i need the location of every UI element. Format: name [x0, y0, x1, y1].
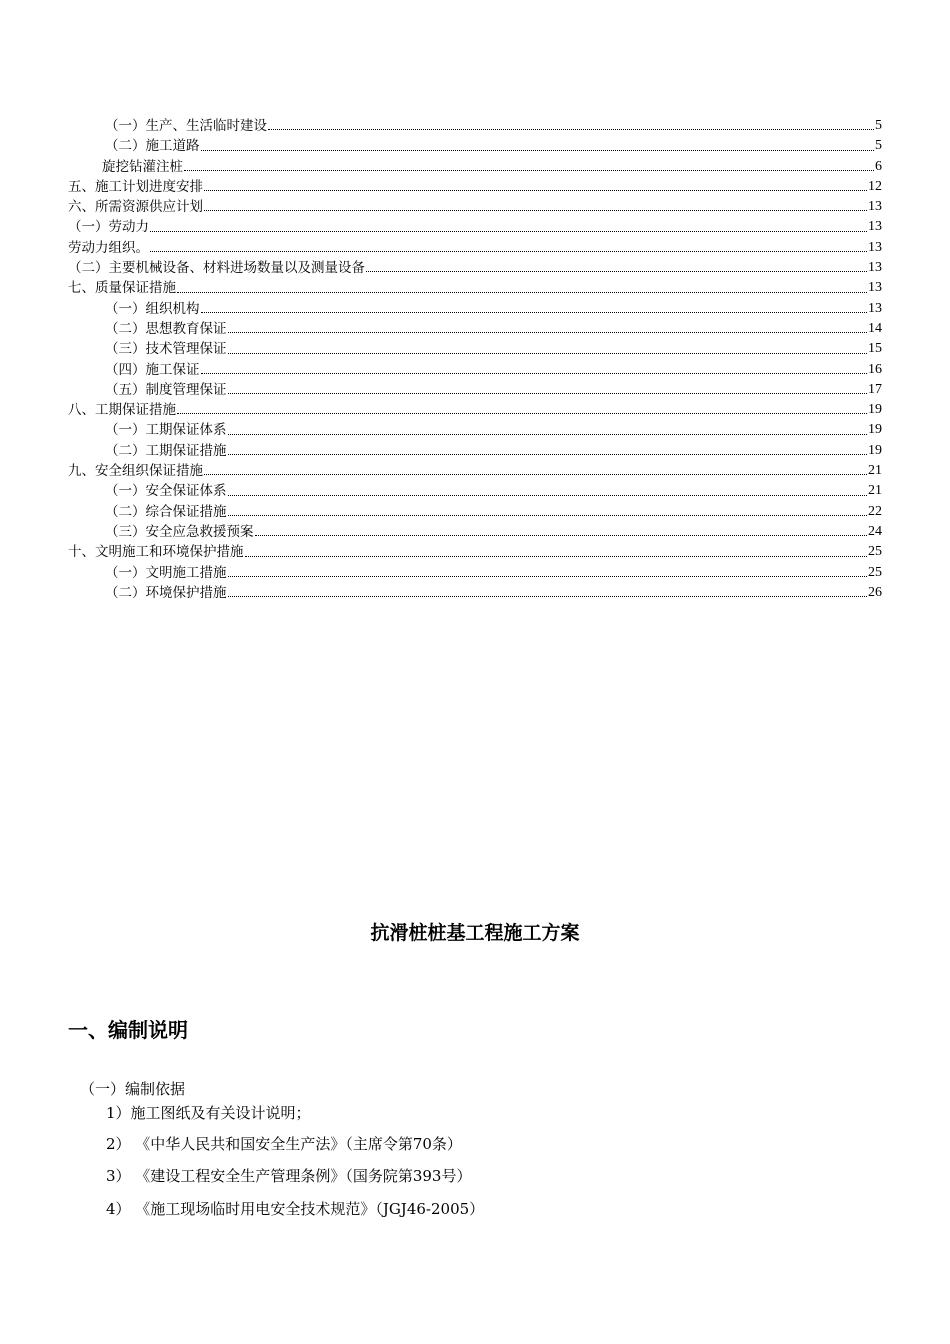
toc-dot-leader [150, 231, 867, 232]
toc-entry-page: 13 [868, 280, 882, 296]
toc-entry[interactable] [68, 542, 882, 562]
toc-entry-label: （二）施工道路 [105, 138, 200, 155]
toc-dot-leader [201, 373, 868, 374]
basis-item: 3） 《建设工程安全生产管理条例》（国务院第393号） [106, 1167, 472, 1185]
toc-entry-page: 15 [868, 341, 882, 357]
toc-dot-leader [366, 271, 867, 272]
toc-dot-leader [204, 210, 867, 211]
toc-entry-label: 七、质量保证措施 [68, 280, 176, 297]
toc-entry-page: 26 [868, 584, 882, 600]
toc-dot-leader [201, 150, 875, 151]
toc-entry[interactable] [68, 299, 882, 319]
toc-entry-page: 14 [868, 320, 882, 336]
toc-dot-leader [228, 495, 868, 496]
toc-dot-leader [228, 393, 868, 394]
toc-entry-label: （一）安全保证体系 [105, 483, 227, 500]
toc-entry-label: （一）工期保证体系 [105, 422, 227, 439]
toc-entry-page: 5 [875, 138, 882, 154]
toc-entry-label: （二）综合保证措施 [105, 503, 227, 520]
table-of-contents [68, 116, 882, 603]
toc-entry-label: 旋挖钻灌注桩 [102, 158, 183, 175]
toc-entry[interactable] [68, 319, 882, 339]
toc-entry-page: 13 [868, 219, 882, 235]
toc-entry-page: 13 [868, 239, 882, 255]
document-title: 抗滑桩桩基工程施工方案 [370, 922, 580, 944]
toc-entry[interactable] [68, 258, 882, 278]
toc-dot-leader [150, 251, 867, 252]
toc-entry[interactable] [68, 339, 882, 359]
toc-entry-label: 五、施工计划进度安排 [68, 178, 203, 195]
basis-item: 4） 《施工现场临时用电安全技术规范》（JGJ46-2005） [106, 1200, 485, 1218]
toc-dot-leader [228, 454, 868, 455]
toc-entry[interactable] [68, 136, 882, 156]
section-heading: 一、编制说明 [68, 1018, 188, 1042]
toc-dot-leader [268, 129, 874, 130]
toc-entry-page: 5 [875, 118, 882, 133]
toc-entry-page: 25 [868, 564, 882, 580]
toc-entry[interactable] [68, 502, 882, 522]
toc-entry-label: （四）施工保证 [105, 361, 200, 378]
toc-dot-leader [201, 312, 868, 313]
toc-entry-label: 九、安全组织保证措施 [68, 463, 203, 480]
toc-dot-leader [228, 596, 868, 597]
toc-entry-label: （二）思想教育保证 [105, 320, 227, 337]
toc-entry-label: （一）组织机构 [105, 300, 200, 317]
toc-entry-page: 21 [868, 463, 882, 479]
toc-entry-label: （一）劳动力 [68, 219, 149, 236]
toc-entry-label: （二）工期保证措施 [105, 442, 227, 459]
toc-entry-label: （五）制度管理保证 [105, 381, 227, 398]
toc-entry-page: 12 [868, 178, 882, 194]
toc-entry-label: 劳动力组织。 [68, 239, 149, 256]
toc-entry-label: 八、工期保证措施 [68, 402, 176, 419]
sub-heading: （一）编制依据 [80, 1080, 186, 1098]
toc-entry[interactable] [68, 177, 882, 197]
toc-entry-page: 19 [868, 422, 882, 438]
toc-entry[interactable] [68, 583, 882, 603]
toc-entry-label: 十、文明施工和环境保护措施 [68, 544, 244, 561]
toc-dot-leader [228, 515, 868, 516]
toc-dot-leader [177, 292, 867, 293]
basis-item: 1）施工图纸及有关设计说明； [106, 1104, 311, 1122]
toc-entry-page: 25 [868, 544, 882, 560]
toc-entry-page: 13 [868, 199, 882, 215]
toc-entry[interactable] [68, 217, 882, 237]
toc-entry-label: 六、所需资源供应计划 [68, 199, 203, 216]
toc-dot-leader [228, 353, 868, 354]
basis-item: 2） 《中华人民共和国安全生产法》（主席令第70条） [106, 1135, 462, 1153]
toc-dot-leader [245, 556, 868, 557]
toc-entry[interactable] [68, 461, 882, 481]
toc-entry-page: 13 [868, 300, 882, 316]
toc-entry[interactable] [68, 481, 882, 501]
toc-dot-leader [228, 576, 868, 577]
toc-dot-leader [184, 170, 874, 171]
toc-entry-label: （三）技术管理保证 [105, 341, 227, 358]
toc-entry-page: 16 [868, 361, 882, 377]
toc-entry[interactable] [68, 197, 882, 217]
toc-entry-page: 19 [868, 442, 882, 458]
toc-entry[interactable] [68, 400, 882, 420]
toc-entry-page: 19 [868, 402, 882, 418]
toc-entry-label: （一）生产、生活临时建设 [105, 118, 267, 134]
toc-dot-leader [204, 474, 867, 475]
toc-entry-page: 17 [868, 381, 882, 397]
toc-entry[interactable] [68, 380, 882, 400]
toc-entry[interactable] [68, 563, 882, 583]
toc-entry-page: 22 [868, 503, 882, 519]
toc-entry[interactable] [68, 522, 882, 542]
toc-entry-page: 21 [868, 483, 882, 499]
toc-entry-label: （二）主要机械设备、材料进场数量以及测量设备 [68, 260, 365, 277]
toc-dot-leader [255, 535, 868, 536]
toc-entry-label: （二）环境保护措施 [105, 584, 227, 601]
toc-dot-leader [228, 332, 868, 333]
toc-entry-page: 24 [868, 523, 882, 539]
toc-entry[interactable] [68, 116, 882, 136]
toc-dot-leader [177, 413, 867, 414]
toc-entry-label: （一）文明施工措施 [105, 564, 227, 581]
toc-entry-page: 13 [868, 260, 882, 276]
toc-entry[interactable] [68, 360, 882, 380]
toc-dot-leader [228, 434, 868, 435]
toc-entry[interactable] [68, 157, 882, 177]
toc-entry[interactable] [68, 238, 882, 258]
toc-entry-label: （三）安全应急救援预案 [105, 523, 254, 540]
toc-entry[interactable] [68, 420, 882, 440]
toc-dot-leader [204, 190, 867, 191]
toc-entry[interactable] [68, 441, 882, 461]
toc-entry-page: 6 [875, 158, 882, 174]
toc-entry[interactable] [68, 278, 882, 298]
